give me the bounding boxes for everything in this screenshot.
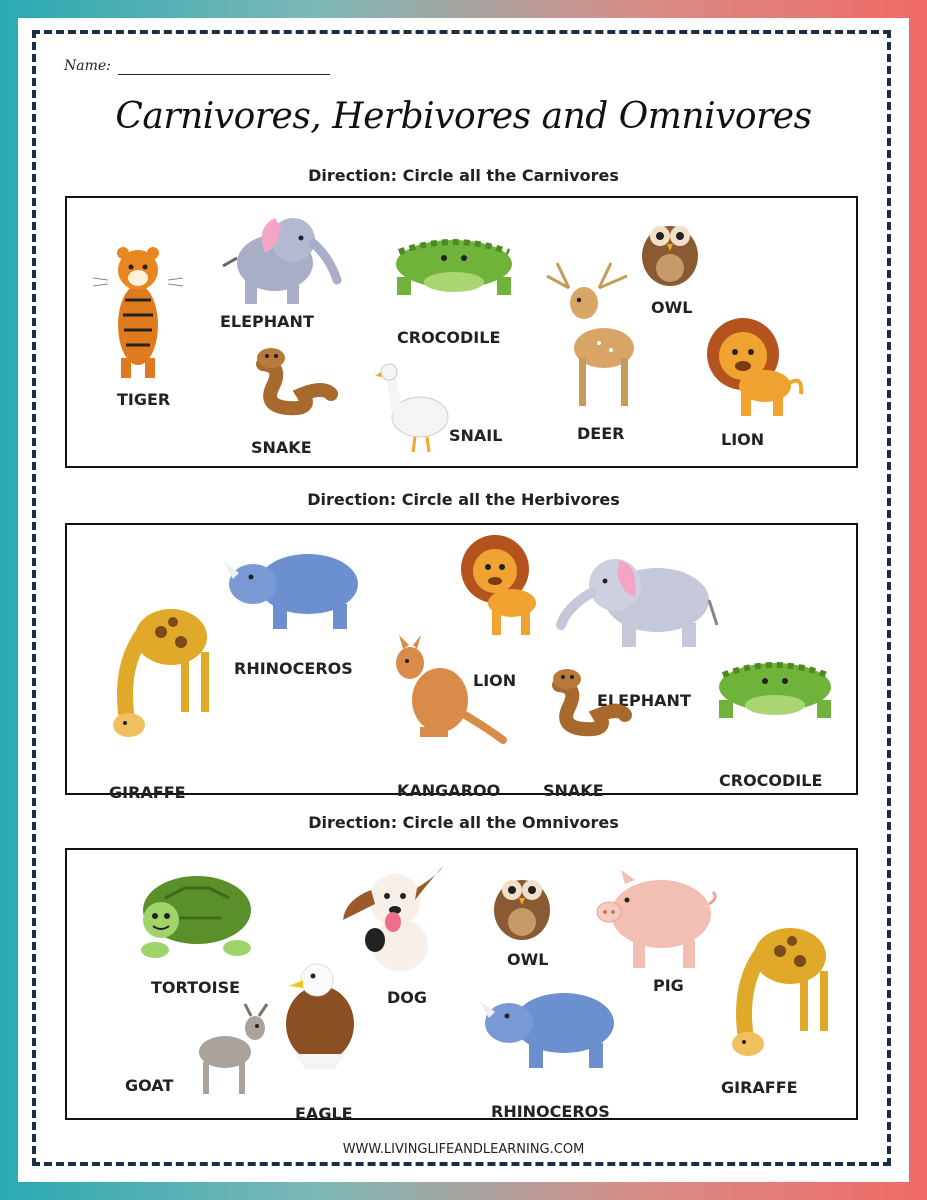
- label-giraffe: GIRAFFE: [109, 783, 186, 802]
- label-owl: OWL: [651, 298, 693, 317]
- lion-icon[interactable]: [703, 314, 813, 424]
- label-snake: SNAKE: [251, 438, 312, 457]
- label-tiger: TIGER: [117, 390, 171, 409]
- label-kangaroo: KANGAROO: [397, 781, 501, 800]
- direction-carnivores: Direction: Circle all the Carnivores: [308, 166, 619, 185]
- label-dog: DOG: [387, 988, 428, 1007]
- goose-icon[interactable]: [375, 362, 455, 457]
- crocodile-icon[interactable]: [389, 222, 519, 302]
- elephant-icon[interactable]: [215, 208, 345, 308]
- snake-icon[interactable]: [243, 346, 333, 431]
- owl-icon[interactable]: [487, 860, 557, 945]
- rhinoceros-icon[interactable]: [479, 978, 624, 1073]
- kangaroo-icon[interactable]: [385, 635, 505, 750]
- tiger-icon[interactable]: [93, 240, 183, 380]
- label-rhinoceros: RHINOCEROS: [491, 1102, 610, 1121]
- name-label: Name:: [64, 58, 111, 74]
- label-crocodile: CROCODILE: [719, 771, 823, 790]
- goat-icon[interactable]: [189, 1002, 274, 1097]
- snake-icon[interactable]: [537, 665, 627, 755]
- pig-icon[interactable]: [589, 864, 719, 974]
- label-elephant: ELEPHANT: [220, 312, 314, 331]
- elephant-icon[interactable]: [557, 545, 722, 650]
- label-tortoise: TORTOISE: [151, 978, 241, 997]
- crocodile-icon[interactable]: [713, 645, 838, 727]
- label-elephant: ELEPHANT: [597, 691, 691, 710]
- name-field-line[interactable]: [118, 74, 330, 75]
- worksheet-title: Carnivores, Herbivores and Omnivores: [115, 96, 812, 137]
- lion-icon[interactable]: [457, 531, 557, 641]
- label-lion: LION: [721, 430, 765, 449]
- worksheet-page: [18, 18, 909, 1182]
- herbivores-box: [65, 523, 858, 802]
- direction-omnivores: Direction: Circle all the Omnivores: [308, 813, 619, 832]
- dog-icon[interactable]: [335, 860, 445, 980]
- website-footer: WWW.LIVINGLIFEANDLEARNING.COM: [342, 1142, 585, 1157]
- label-snail: SNAIL: [449, 426, 503, 445]
- direction-herbivores: Direction: Circle all the Herbivores: [307, 490, 620, 509]
- label-deer: DEER: [577, 424, 625, 443]
- label-crocodile: CROCODILE: [397, 328, 501, 347]
- label-pig: PIG: [653, 976, 684, 995]
- owl-icon[interactable]: [635, 206, 705, 291]
- label-eagle: EAGLE: [295, 1104, 353, 1123]
- tortoise-icon[interactable]: [125, 868, 265, 963]
- label-owl: OWL: [507, 950, 549, 969]
- label-lion: LION: [473, 671, 517, 690]
- rhinoceros-icon[interactable]: [223, 539, 368, 634]
- giraffe-icon[interactable]: [101, 597, 221, 747]
- omnivores-box: [65, 848, 858, 1123]
- deer-icon[interactable]: [539, 258, 649, 418]
- label-goat: GOAT: [125, 1076, 174, 1095]
- carnivores-box: [65, 196, 858, 468]
- label-giraffe: GIRAFFE: [721, 1078, 798, 1097]
- label-rhinoceros: RHINOCEROS: [234, 659, 353, 678]
- label-snake: SNAKE: [543, 781, 604, 800]
- giraffe-icon[interactable]: [715, 916, 840, 1066]
